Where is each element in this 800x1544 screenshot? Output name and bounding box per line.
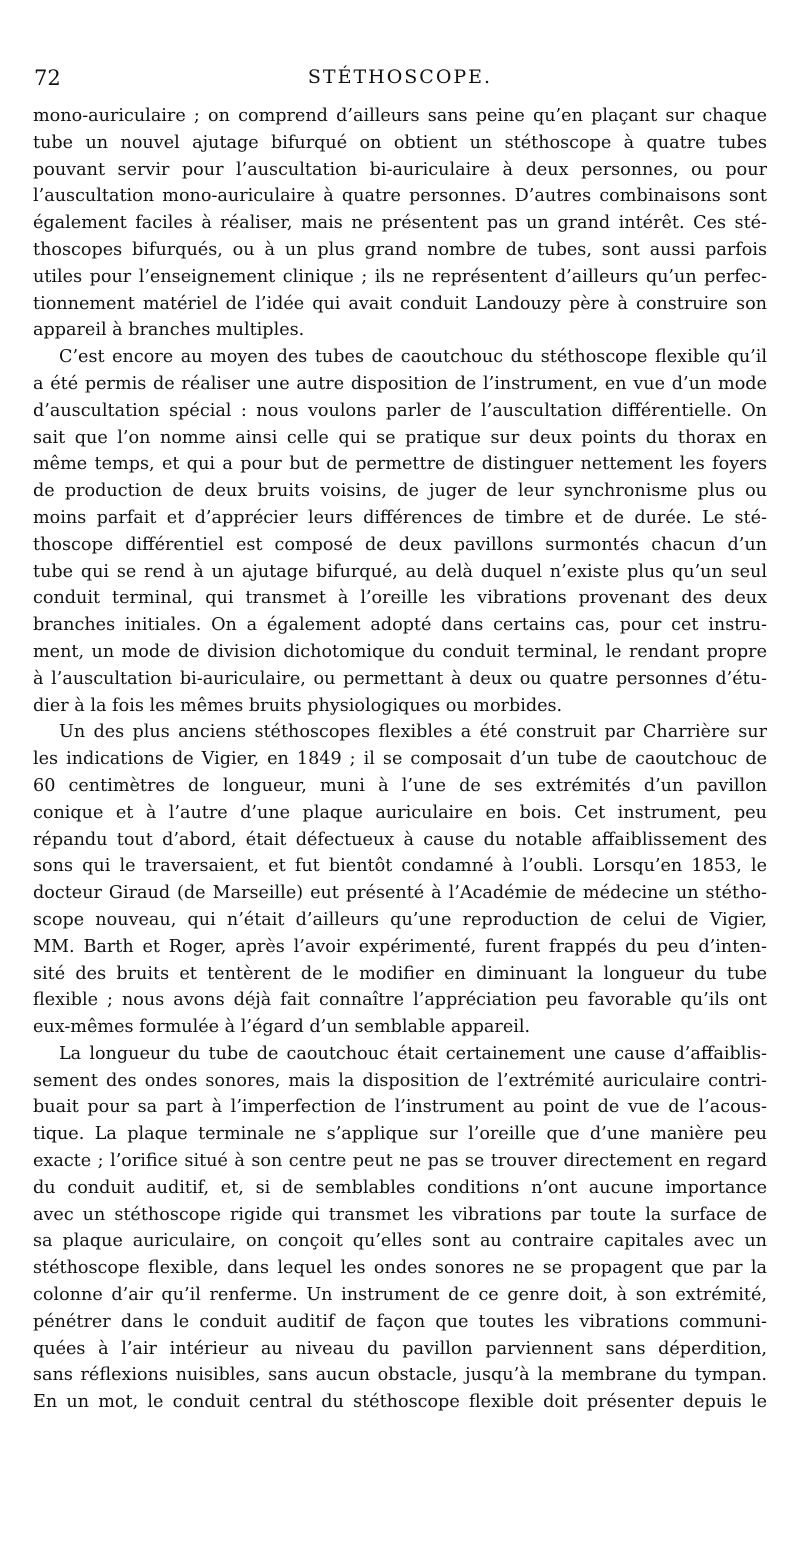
text-line: pouvant servir pour l’auscultation bi-auriculaire à deux personnes, ou pour — [33, 159, 767, 180]
text-line: colonne d’air qu’il renferme. Un instrument de ce genre doit, à son extrémité, — [33, 1285, 767, 1306]
text-line: tube un nouvel ajutage bifurqué on obtient un stéthoscope à quatre tubes — [33, 132, 767, 153]
text-line: sans réflexions nuisibles, sans aucun obstacle, jusqu’à la membrane du tympan. — [33, 1365, 767, 1386]
text-line: branches initiales. On a également adopté dans certains cas, pour cet instru- — [33, 615, 767, 636]
running-title: STÉTHOSCOPE. — [307, 66, 493, 88]
text-line: l’auscultation mono-auriculaire à quatre personnes. D’autres combinaisons sont — [33, 186, 767, 207]
text-line: flexible ; nous avons déjà fait connaître l’appréciation peu favorable qu’ils ont — [33, 990, 767, 1011]
text-line: MM. Barth et Roger, après l’avoir expérimenté, furent frappés du peu d’inten- — [33, 936, 767, 957]
text-line: sement des ondes sonores, mais la disposition de l’extrémité auriculaire contri- — [33, 1070, 767, 1091]
text-line: répandu tout d’abord, était défectueux à cause du notable affaiblissement des — [33, 829, 767, 850]
text-line: de production de deux bruits voisins, de juger de leur synchronisme plus ou — [33, 481, 767, 502]
text-line: docteur Giraud (de Marseille) eut présenté à l’Académie de médecine un stétho- — [33, 883, 767, 904]
page-header — [34, 66, 766, 96]
text-line: également faciles à réaliser, mais ne présentent pas un grand intérêt. Ces sté- — [33, 213, 767, 234]
text-line: sité des bruits et tentèrent de le modifier en diminuant la longueur du tube — [33, 963, 767, 984]
text-line: sa plaque auriculaire, on conçoit qu’elles sont au contraire capitales avec un — [33, 1231, 767, 1252]
text-line: moins parfait et d’apprécier leurs différences de timbre et de durée. Le sté- — [33, 507, 767, 528]
text-line: exacte ; l’orifice situé à son centre peut ne pas se trouver directement en regard — [33, 1151, 767, 1172]
text-line: à l’auscultation bi-auriculaire, ou permettant à deux ou quatre personnes d’étu- — [33, 668, 767, 689]
text-line: du conduit auditif, et, si de semblables conditions n’ont aucune importance — [33, 1177, 767, 1198]
text-line: avec un stéthoscope rigide qui transmet les vibrations par toute la surface de — [33, 1204, 767, 1225]
text-line: a été permis de réaliser une autre disposition de l’instrument, en vue d’un mode — [33, 373, 767, 394]
text-line: même temps, et qui a pour but de permettre de distinguer nettement les foyers — [33, 454, 767, 475]
text-line: C’est encore au moyen des tubes de caoutchouc du stéthoscope flexible qu’il — [59, 347, 767, 368]
text-line: sait que l’on nomme ainsi celle qui se pratique sur deux points du thorax en — [33, 427, 767, 448]
text-line: thoscope différentiel est composé de deux pavillons surmontés chacun d’un — [33, 534, 767, 555]
text-line: d’auscultation spécial : nous voulons parler de l’auscultation différentielle. On — [33, 400, 767, 421]
text-line: scope nouveau, qui n’était d’ailleurs qu’une reproduction de celui de Vigier, — [33, 909, 767, 930]
text-line: conduit terminal, qui transmet à l’oreille les vibrations provenant des deux — [33, 588, 767, 609]
page-number: 72 — [34, 66, 61, 90]
text-line: pénétrer dans le conduit auditif de façon que toutes les vibrations communi- — [33, 1311, 767, 1332]
text-line: conique et à l’autre d’une plaque auriculaire en bois. Cet instrument, peu — [33, 802, 767, 823]
text-line: mono-auriculaire ; on comprend d’ailleurs sans peine qu’en plaçant sur chaque — [33, 106, 767, 126]
text-line: tube qui se rend à un ajutage bifurqué, au delà duquel n’existe plus qu’un seul — [33, 561, 767, 582]
text-line: les indications de Vigier, en 1849 ; il se composait d’un tube de caoutchouc de — [33, 749, 767, 770]
text-line: appareil à branches multiples. — [33, 320, 305, 341]
body-text — [33, 103, 767, 1416]
text-line: 60 centimètres de longueur, muni à l’une de ses extrémités d’un pavillon — [33, 775, 767, 796]
text-line: thoscopes bifurqués, ou à un plus grand nombre de tubes, sont aussi parfois — [33, 239, 767, 260]
text-line: buait pour sa part à l’imperfection de l’instrument au point de vue de l’acous- — [33, 1097, 767, 1118]
text-line: Un des plus anciens stéthoscopes flexibles a été construit par Charrière sur — [59, 722, 767, 743]
text-line: En un mot, le conduit central du stéthoscope flexible doit présenter depuis le — [33, 1392, 767, 1413]
text-line: dier à la fois les mêmes bruits physiologiques ou morbides. — [33, 695, 563, 716]
text-line: ment, un mode de division dichotomique du conduit terminal, le rendant propre — [33, 641, 767, 662]
text-line: tique. La plaque terminale ne s’applique sur l’oreille que d’une manière peu — [33, 1124, 767, 1145]
text-line: quées à l’air intérieur au niveau du pavillon parviennent sans déperdition, — [33, 1338, 767, 1359]
text-line: sons qui le traversaient, et fut bientôt condamné à l’oubli. Lorsqu’en 1853, le — [33, 856, 767, 877]
text-line: eux-mêmes formulée à l’égard d’un semblable appareil. — [33, 1017, 531, 1038]
text-line: stéthoscope flexible, dans lequel les ondes sonores ne se propagent que par la — [33, 1258, 767, 1279]
text-line: utiles pour l’enseignement clinique ; ils ne représentent d’ailleurs qu’un perfec- — [33, 266, 767, 287]
text-line: tionnement matériel de l’idée qui avait conduit Landouzy père à construire son — [33, 293, 767, 314]
text-line: La longueur du tube de caoutchouc était certainement une cause d’affaiblis- — [59, 1043, 767, 1064]
